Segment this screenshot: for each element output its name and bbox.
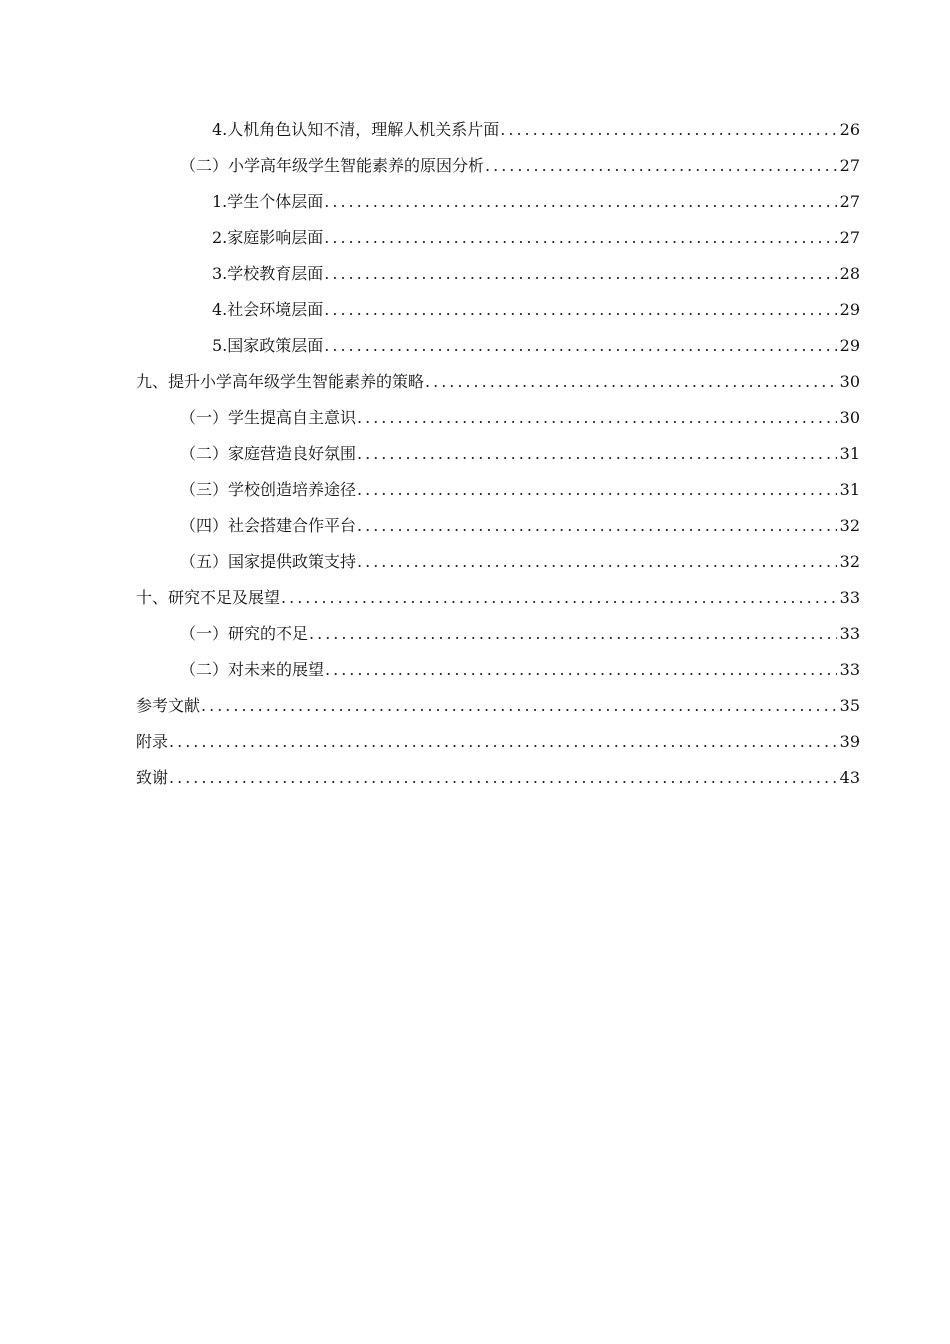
toc-entry-title: 致谢 xyxy=(136,768,169,787)
toc-entry-title: （一）学生提高自主意识 xyxy=(180,408,357,427)
toc-entry-title: 参考文献 xyxy=(136,696,201,715)
toc-dot-leader xyxy=(357,472,837,508)
toc-entry-title: 5.国家政策层面 xyxy=(212,336,324,355)
toc-page-number: 26 xyxy=(839,120,860,139)
table-of-contents xyxy=(136,112,860,796)
toc-dot-leader xyxy=(309,616,837,652)
toc-page-number: 33 xyxy=(839,660,860,679)
toc-entry xyxy=(136,184,860,220)
toc-page-number: 29 xyxy=(839,300,860,319)
toc-page-number: 29 xyxy=(839,336,860,355)
toc-entry xyxy=(136,256,860,292)
toc-entry-title: （二）家庭营造良好氛围 xyxy=(180,444,357,463)
toc-entry-title: 3.学校教育层面 xyxy=(212,264,324,283)
toc-entry-title: 1.学生个体层面 xyxy=(212,192,324,211)
toc-page-number: 32 xyxy=(839,552,860,571)
toc-entry xyxy=(136,328,860,364)
toc-entry-title: 4.社会环境层面 xyxy=(212,300,324,319)
toc-page-number: 27 xyxy=(839,192,860,211)
toc-dot-leader xyxy=(357,508,837,544)
toc-dot-leader xyxy=(357,400,837,436)
toc-page-number: 32 xyxy=(839,516,860,535)
toc-page-number: 39 xyxy=(839,732,860,751)
toc-entry xyxy=(136,220,860,256)
toc-entry xyxy=(136,688,860,724)
toc-page-number: 27 xyxy=(839,228,860,247)
toc-dot-leader xyxy=(169,724,837,760)
toc-entry-title: 2.家庭影响层面 xyxy=(212,228,324,247)
toc-entry-title: 九、提升小学高年级学生智能素养的策略 xyxy=(136,372,425,391)
toc-dot-leader xyxy=(324,220,836,256)
toc-entry xyxy=(136,292,860,328)
toc-entry xyxy=(136,616,860,652)
toc-dot-leader xyxy=(169,760,837,796)
toc-dot-leader xyxy=(324,328,836,364)
toc-page-number: 35 xyxy=(839,696,860,715)
toc-page-number: 31 xyxy=(839,444,860,463)
toc-dot-leader xyxy=(485,148,837,184)
toc-entry-title: （三）学校创造培养途径 xyxy=(180,480,357,499)
toc-entry xyxy=(136,364,860,400)
toc-entry xyxy=(136,400,860,436)
toc-page-number: 27 xyxy=(839,156,860,175)
toc-entry-title: （二）小学高年级学生智能素养的原因分析 xyxy=(180,156,485,175)
toc-dot-leader xyxy=(357,436,837,472)
toc-dot-leader xyxy=(325,652,837,688)
toc-entry-title: （五）国家提供政策支持 xyxy=(180,552,357,571)
toc-page-number: 28 xyxy=(839,264,860,283)
toc-entry-title: 4.人机角色认知不清，理解人机关系片面 xyxy=(212,120,500,139)
toc-page-number: 30 xyxy=(839,408,860,427)
toc-entry xyxy=(136,436,860,472)
toc-entry xyxy=(136,472,860,508)
toc-entry-title: （四）社会搭建合作平台 xyxy=(180,516,357,535)
toc-dot-leader xyxy=(357,544,837,580)
toc-page-number: 33 xyxy=(839,588,860,607)
toc-entry-title: （一）研究的不足 xyxy=(180,624,309,643)
toc-page-number: 43 xyxy=(839,768,860,787)
toc-entry-title: 十、研究不足及展望 xyxy=(136,588,281,607)
toc-entry xyxy=(136,148,860,184)
toc-entry xyxy=(136,580,860,616)
toc-dot-leader xyxy=(324,256,836,292)
toc-dot-leader xyxy=(281,580,837,616)
toc-page-number: 30 xyxy=(839,372,860,391)
toc-dot-leader xyxy=(201,688,837,724)
toc-page-number: 33 xyxy=(839,624,860,643)
toc-entry xyxy=(136,724,860,760)
toc-entry xyxy=(136,544,860,580)
toc-entry xyxy=(136,652,860,688)
toc-page-number: 31 xyxy=(839,480,860,499)
toc-dot-leader xyxy=(324,184,836,220)
toc-entry xyxy=(136,760,860,796)
toc-entry xyxy=(136,112,860,148)
toc-entry xyxy=(136,508,860,544)
toc-dot-leader xyxy=(500,112,836,148)
toc-entry-title: 附录 xyxy=(136,732,169,751)
toc-entry-title: （二）对未来的展望 xyxy=(180,660,325,679)
toc-dot-leader xyxy=(425,364,837,400)
toc-dot-leader xyxy=(324,292,836,328)
